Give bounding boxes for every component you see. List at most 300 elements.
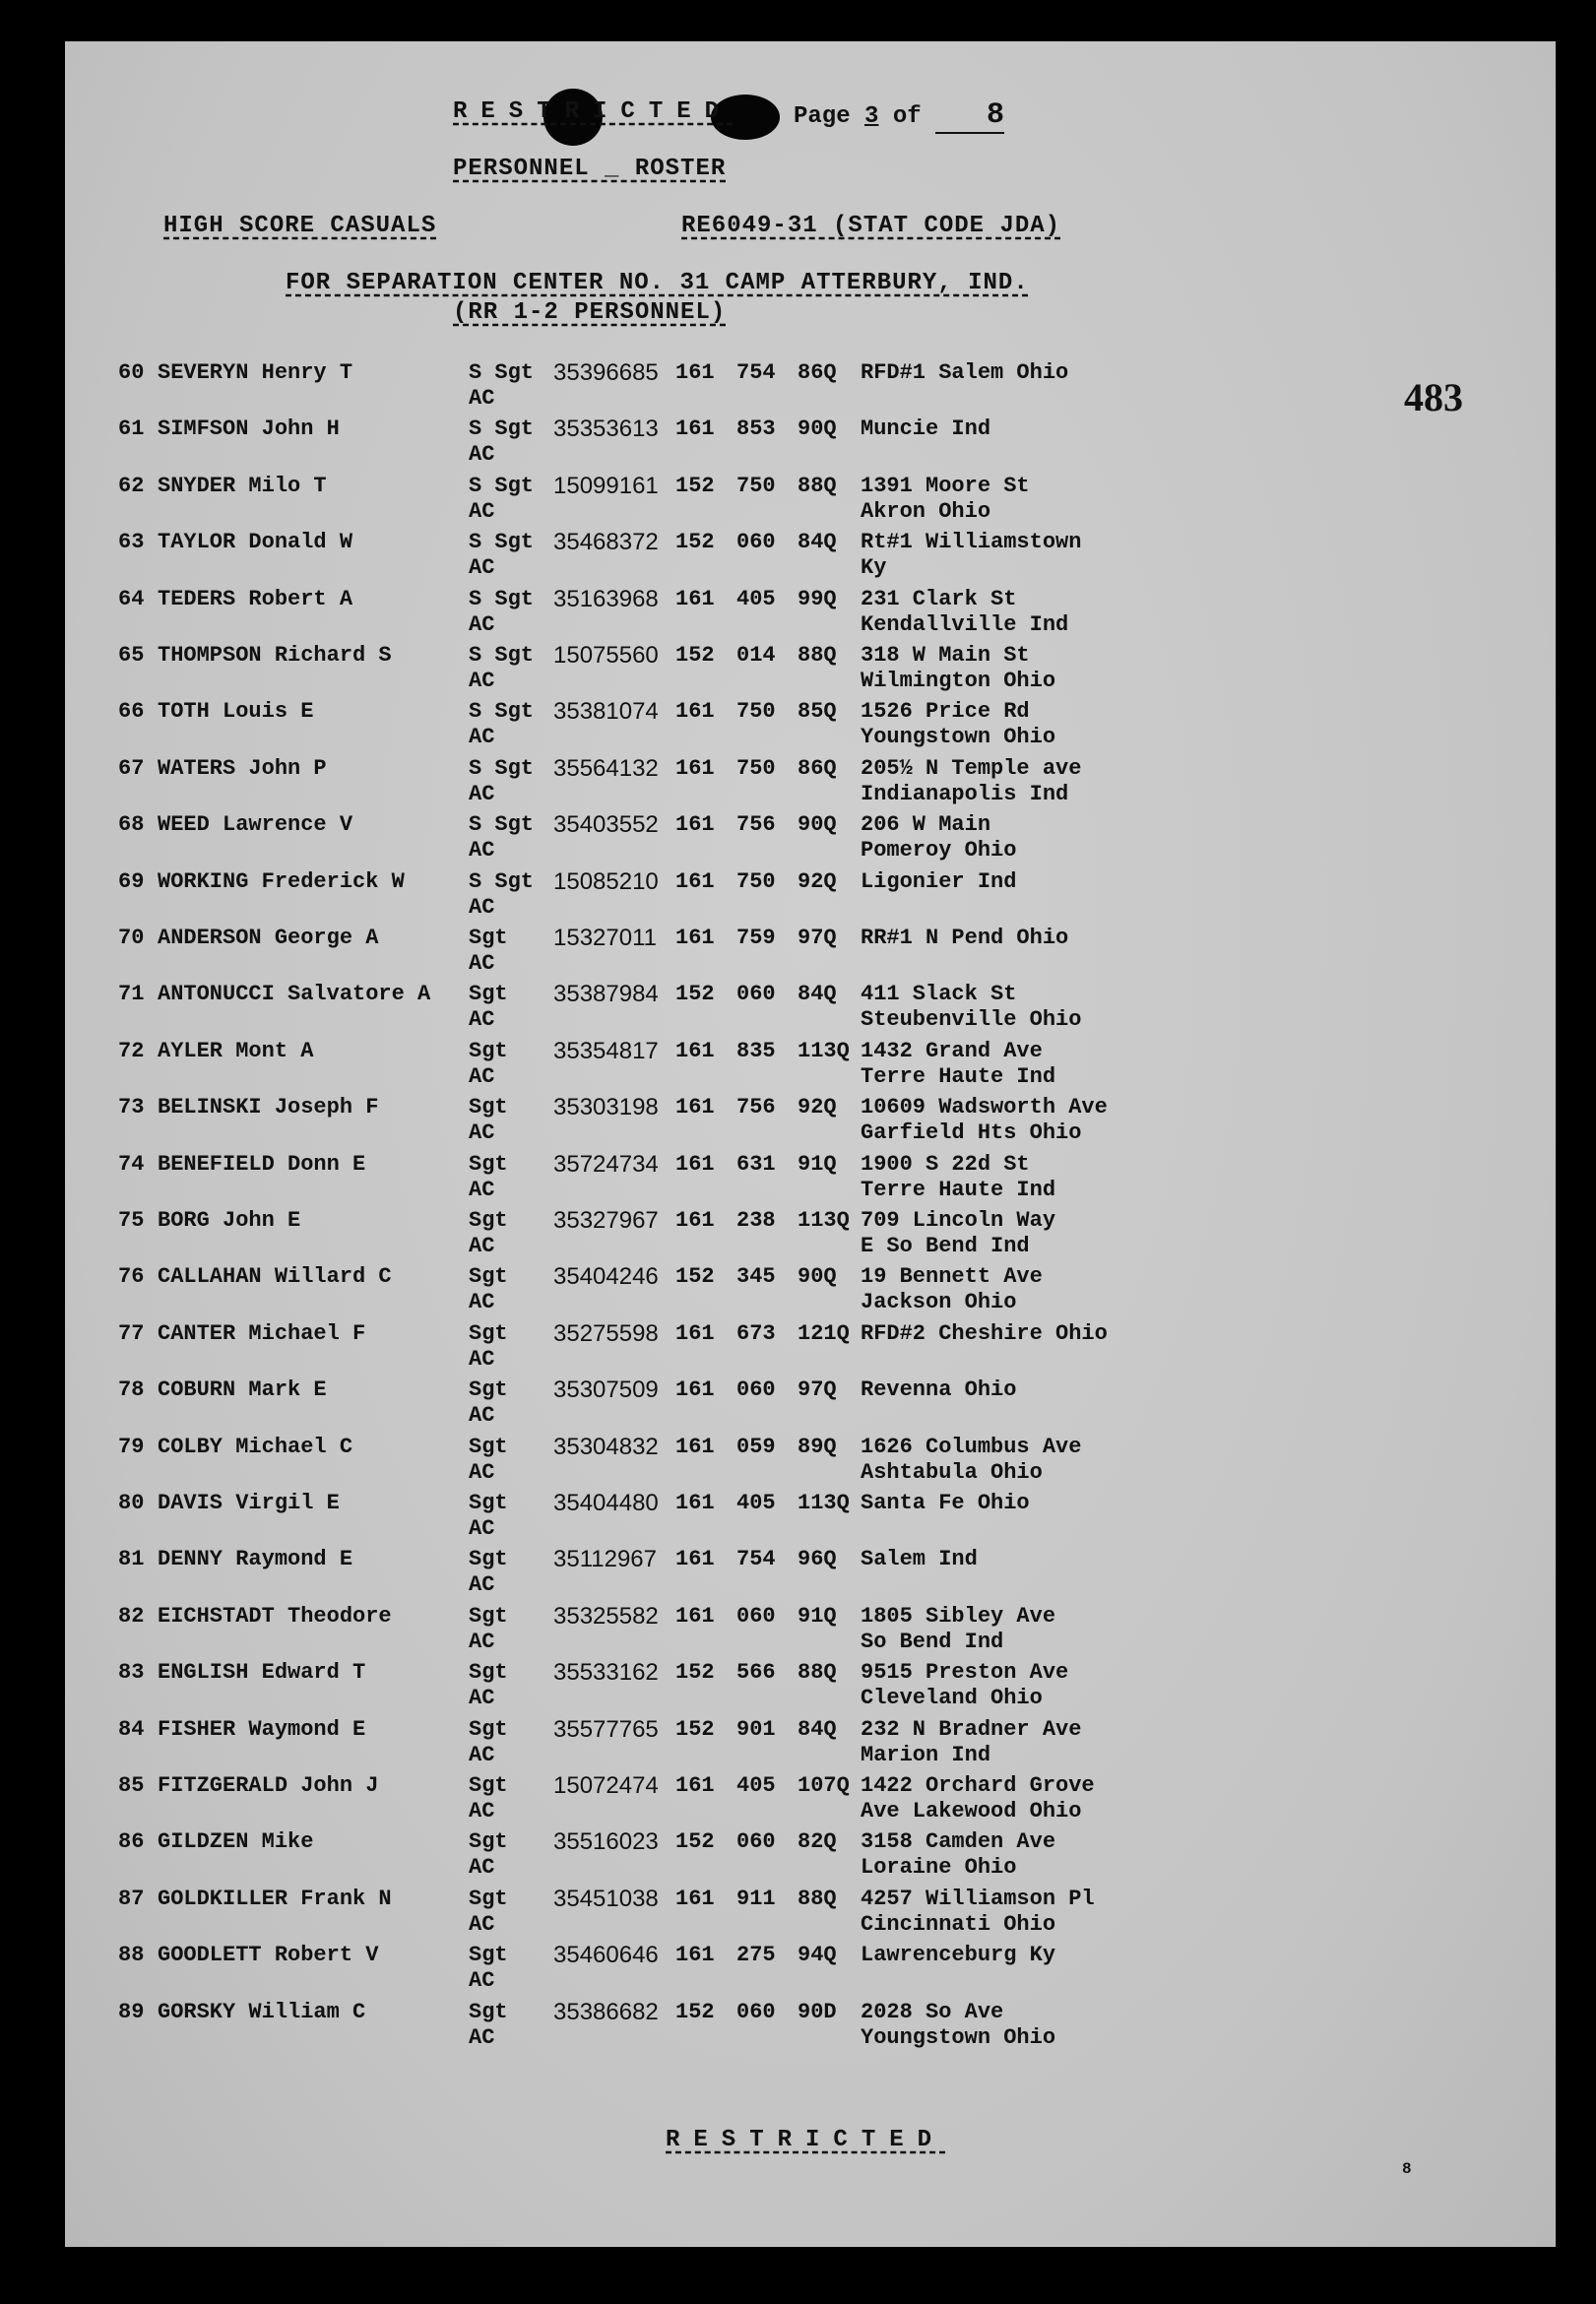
address-line-1: Rt#1 Williamstown [861, 530, 1082, 555]
serial-number: 35396685 [553, 359, 659, 386]
score: 90Q [798, 1264, 837, 1290]
address-line-1: 19 Bennett Ave [861, 1264, 1043, 1290]
member-name: FITZGERALD John J [158, 1773, 379, 1798]
serial-number: 35307509 [553, 1376, 659, 1404]
code: 673 [736, 1320, 776, 1346]
row-number: 87 [118, 1886, 145, 1911]
address-line-1: 318 W Main St [861, 643, 1030, 668]
branch: AC [469, 1572, 495, 1598]
roster-title: PERSONNEL _ ROSTER [453, 156, 727, 182]
address-line-2: Terre Haute Ind [861, 1177, 1056, 1202]
branch: AC [469, 1403, 495, 1429]
row-number: 76 [118, 1264, 145, 1290]
mos-code: 161 [675, 1603, 715, 1629]
row-number: 66 [118, 699, 145, 725]
code: 405 [736, 586, 776, 611]
address-line-2: Kendallville Ind [861, 611, 1069, 637]
row-number: 78 [118, 1377, 145, 1403]
member-name: ENGLISH Edward T [158, 1660, 366, 1686]
member-name: SIMFSON John H [158, 416, 340, 442]
address-line-2: Ky [861, 555, 887, 581]
roster-row [65, 1660, 1556, 1715]
address-line-2: Wilmington Ohio [861, 669, 1056, 693]
grade: Sgt [469, 926, 508, 950]
grade: Sgt [469, 1491, 508, 1515]
score: 90D [798, 1999, 837, 2024]
branch: AC [469, 555, 495, 581]
address-line-1: 1391 Moore St [861, 473, 1030, 498]
serial-number: 35387984 [553, 981, 659, 1008]
member-name: WATERS John P [158, 755, 327, 781]
member-name: TAYLOR Donald W [158, 530, 353, 555]
roster-row [65, 1943, 1556, 1998]
page-current: 3 [864, 103, 879, 130]
serial-number: 35275598 [553, 1319, 659, 1347]
grade: Sgt [469, 1716, 508, 1742]
branch: AC [469, 611, 495, 637]
row-number: 68 [118, 812, 145, 838]
roster-row [65, 1491, 1556, 1546]
score: 97Q [798, 926, 837, 950]
branch: AC [469, 1177, 495, 1202]
score: 97Q [798, 1377, 837, 1403]
code: 750 [736, 473, 776, 498]
code: 750 [736, 868, 776, 894]
grade: Sgt [469, 1264, 508, 1290]
address-line-1: RFD#2 Cheshire Ohio [861, 1320, 1108, 1346]
mos-code: 152 [675, 643, 715, 668]
row-number: 89 [118, 1999, 145, 2024]
score: 84Q [798, 1716, 837, 1742]
row-number: 71 [118, 982, 145, 1007]
mos-code: 161 [675, 1320, 715, 1346]
destination-line: FOR SEPARATION CENTER NO. 31 CAMP ATTERBURY, IND. [286, 270, 1029, 296]
branch: AC [469, 1968, 495, 1994]
member-name: GORSKY William C [158, 1999, 366, 2024]
code: 756 [736, 812, 776, 838]
row-number: 63 [118, 530, 145, 555]
code: 405 [736, 1491, 776, 1515]
address-line-1: Ligonier Ind [861, 868, 1017, 894]
roster-row [65, 1321, 1556, 1376]
score: 92Q [798, 1095, 837, 1120]
serial-number: 35304832 [553, 1433, 659, 1460]
address-line-1: 3158 Camden Ave [861, 1829, 1056, 1855]
code: 238 [736, 1208, 776, 1233]
code: 060 [736, 530, 776, 555]
score: 107Q [798, 1773, 850, 1798]
code: 835 [736, 1038, 776, 1063]
serial-number: 35404480 [553, 1490, 659, 1516]
code: 060 [736, 982, 776, 1007]
score: 90Q [798, 416, 837, 442]
roster-row [65, 1717, 1556, 1772]
member-name: ANDERSON George A [158, 926, 379, 950]
member-name: TOTH Louis E [158, 699, 314, 725]
address-line-1: 205½ N Temple ave [861, 755, 1082, 781]
member-name: GOODLETT Robert V [158, 1943, 379, 1968]
grade: Sgt [469, 1377, 508, 1403]
branch: AC [469, 781, 495, 806]
code: 759 [736, 926, 776, 950]
mos-code: 161 [675, 416, 715, 442]
address-line-1: 411 Slack St [861, 982, 1017, 1007]
mos-code: 161 [675, 1773, 715, 1798]
row-number: 77 [118, 1320, 145, 1346]
serial-number: 35451038 [553, 1885, 659, 1912]
address-line-2: Ave Lakewood Ohio [861, 1799, 1082, 1824]
member-name: DENNY Raymond E [158, 1547, 353, 1572]
roster-row [65, 1435, 1556, 1490]
address-line-1: RFD#1 Salem Ohio [861, 360, 1069, 385]
serial-number: 35724734 [553, 1150, 659, 1178]
grade: S Sgt [469, 755, 535, 781]
branch: AC [469, 1290, 495, 1315]
code: 754 [736, 360, 776, 385]
branch: AC [469, 1063, 495, 1089]
row-number: 72 [118, 1038, 145, 1063]
grade: S Sgt [469, 530, 535, 555]
address-line-1: Salem Ind [861, 1547, 978, 1572]
address-line-1: 232 N Bradner Ave [861, 1716, 1082, 1742]
address-line-1: 231 Clark St [861, 586, 1017, 611]
address-line-1: Lawrenceburg Ky [861, 1943, 1056, 1968]
branch: AC [469, 1911, 495, 1937]
grade: Sgt [469, 1999, 508, 2024]
mos-code: 152 [675, 1264, 715, 1290]
code: 405 [736, 1773, 776, 1798]
serial-number: 15075560 [553, 642, 659, 669]
row-number: 62 [118, 473, 145, 498]
document-page [65, 41, 1556, 2247]
address-line-2: So Bend Ind [861, 1629, 1004, 1654]
roster-row [65, 756, 1556, 811]
member-name: TEDERS Robert A [158, 586, 353, 611]
address-line-1: 709 Lincoln Way [861, 1208, 1056, 1233]
member-name: THOMPSON Richard S [158, 643, 392, 668]
member-name: ANTONUCCI Salvatore A [158, 982, 431, 1007]
roster-row [65, 1095, 1556, 1150]
score: 86Q [798, 360, 837, 385]
mos-code: 161 [675, 1886, 715, 1911]
mos-code: 152 [675, 530, 715, 555]
serial-number: 35112967 [553, 1546, 657, 1573]
mos-code: 152 [675, 1999, 715, 2024]
score: 96Q [798, 1547, 837, 1572]
serial-number: 35468372 [553, 529, 659, 556]
address-line-1: RR#1 N Pend Ohio [861, 926, 1069, 950]
mos-code: 161 [675, 1151, 715, 1177]
serial-number: 15085210 [553, 867, 659, 895]
score: 82Q [798, 1829, 837, 1855]
row-number: 84 [118, 1716, 145, 1742]
grade: Sgt [469, 1773, 508, 1798]
row-number: 73 [118, 1095, 145, 1120]
mos-code: 161 [675, 812, 715, 838]
roster-row [65, 699, 1556, 754]
score: 121Q [798, 1320, 850, 1346]
mos-code: 161 [675, 1377, 715, 1403]
branch: AC [469, 725, 495, 750]
address-line-1: 1805 Sibley Ave [861, 1603, 1056, 1629]
member-name: GILDZEN Mike [158, 1829, 314, 1855]
address-line-2: Jackson Ohio [861, 1290, 1017, 1315]
row-number: 67 [118, 755, 145, 781]
roster-row [65, 1887, 1556, 1942]
score: 91Q [798, 1603, 837, 1629]
roster-row [65, 1547, 1556, 1602]
mos-code: 152 [675, 1660, 715, 1686]
mos-code: 152 [675, 473, 715, 498]
grade: Sgt [469, 982, 508, 1007]
grade: Sgt [469, 1603, 508, 1629]
mos-code: 161 [675, 699, 715, 725]
group-label: HIGH SCORE CASUALS [163, 213, 437, 239]
page-indicator [794, 98, 1004, 134]
branch: AC [469, 894, 495, 920]
score: 85Q [798, 699, 837, 725]
address-line-2: Marion Ind [861, 1742, 991, 1767]
member-name: WORKING Frederick W [158, 868, 405, 894]
branch: AC [469, 1007, 495, 1033]
score: 86Q [798, 755, 837, 781]
code: 631 [736, 1151, 776, 1177]
mos-code: 161 [675, 868, 715, 894]
member-name: COBURN Mark E [158, 1377, 327, 1403]
row-number: 82 [118, 1603, 145, 1629]
row-number: 88 [118, 1943, 145, 1968]
row-number: 83 [118, 1660, 145, 1686]
mos-code: 161 [675, 1208, 715, 1233]
member-name: EICHSTADT Theodore [158, 1603, 392, 1629]
member-name: COLBY Michael C [158, 1434, 353, 1459]
score: 113Q [798, 1038, 850, 1063]
grade: Sgt [469, 1208, 508, 1233]
address-line-1: 1626 Columbus Ave [861, 1434, 1082, 1459]
branch: AC [469, 386, 495, 411]
code: 059 [736, 1434, 776, 1459]
branch: AC [469, 498, 495, 524]
member-name: WEED Lawrence V [158, 812, 353, 838]
address-line-2: Youngstown Ohio [861, 2024, 1056, 2050]
score: 89Q [798, 1434, 837, 1459]
serial-number: 35381074 [553, 698, 659, 726]
code: 750 [736, 699, 776, 725]
grade: S Sgt [469, 868, 535, 894]
address-line-1: 10609 Wadsworth Ave [861, 1095, 1108, 1120]
branch: AC [469, 442, 495, 468]
mos-code: 152 [675, 982, 715, 1007]
row-number: 75 [118, 1208, 145, 1233]
branch: AC [469, 1799, 495, 1824]
mos-code: 161 [675, 586, 715, 611]
score: 88Q [798, 1660, 837, 1686]
address-line-2: Cincinnati Ohio [861, 1911, 1056, 1937]
score: 94Q [798, 1943, 837, 1968]
row-number: 79 [118, 1434, 145, 1459]
classification-header: RESTRICTED [453, 98, 734, 125]
code: 014 [736, 643, 776, 668]
grade: Sgt [469, 1886, 508, 1911]
branch: AC [469, 1120, 495, 1146]
grade: Sgt [469, 1829, 508, 1855]
member-name: AYLER Mont A [158, 1038, 314, 1063]
roster-row [65, 1773, 1556, 1828]
serial-number: 35327967 [553, 1207, 659, 1234]
mos-code: 161 [675, 1943, 715, 1968]
serial-number: 15072474 [553, 1772, 659, 1799]
branch: AC [469, 838, 495, 864]
address-line-1: 4257 Williamson Pl [861, 1886, 1095, 1911]
code: 345 [736, 1264, 776, 1290]
branch: AC [469, 1742, 495, 1767]
serial-number: 35354817 [553, 1037, 659, 1064]
branch: AC [469, 1686, 495, 1711]
branch: AC [469, 951, 495, 976]
grade: S Sgt [469, 812, 535, 838]
serial-number: 35353613 [553, 416, 659, 443]
mos-code: 161 [675, 1095, 715, 1120]
serial-number: 35386682 [553, 1998, 659, 2025]
page-of: of [892, 103, 922, 130]
grade: S Sgt [469, 473, 535, 498]
mos-code: 161 [675, 1038, 715, 1063]
branch: AC [469, 669, 495, 693]
branch: AC [469, 1516, 495, 1541]
address-line-2: Cleveland Ohio [861, 1686, 1043, 1711]
address-line-1: Revenna Ohio [861, 1377, 1017, 1403]
address-line-2: E So Bend Ind [861, 1234, 1030, 1258]
subtitle-line: (RR 1-2 PERSONNEL) [453, 299, 727, 326]
member-name: SEVERYN Henry T [158, 360, 353, 385]
branch: AC [469, 1855, 495, 1881]
serial-number: 35403552 [553, 811, 659, 839]
mos-code: 161 [675, 926, 715, 950]
score: 88Q [798, 643, 837, 668]
mos-code: 161 [675, 1547, 715, 1572]
roster-row [65, 1829, 1556, 1885]
address-line-1: 1422 Orchard Grove [861, 1773, 1095, 1798]
serial-number: 35163968 [553, 585, 659, 612]
address-line-1: 1432 Grand Ave [861, 1038, 1043, 1063]
serial-number: 35516023 [553, 1828, 659, 1856]
reference-code: RE6049-31 (STAT CODE JDA) [681, 213, 1061, 239]
roster-row [65, 1377, 1556, 1433]
grade: Sgt [469, 1660, 508, 1686]
page-total: 8 [935, 98, 1004, 134]
code: 060 [736, 1603, 776, 1629]
branch: AC [469, 1346, 495, 1372]
member-name: GOLDKILLER Frank N [158, 1886, 392, 1911]
row-number: 65 [118, 643, 145, 668]
row-number: 80 [118, 1491, 145, 1515]
code: 750 [736, 755, 776, 781]
serial-number: 15099161 [553, 472, 659, 499]
address-line-2: Youngstown Ohio [861, 725, 1056, 750]
member-name: BENEFIELD Donn E [158, 1151, 366, 1177]
member-name: BELINSKI Joseph F [158, 1095, 379, 1120]
roster-row [65, 982, 1556, 1037]
row-number: 74 [118, 1151, 145, 1177]
member-name: CALLAHAN Willard C [158, 1264, 392, 1290]
code: 901 [736, 1716, 776, 1742]
row-number: 86 [118, 1829, 145, 1855]
grade: Sgt [469, 1038, 508, 1063]
address-line-1: 206 W Main [861, 812, 991, 838]
grade: S Sgt [469, 416, 535, 442]
grade: Sgt [469, 1151, 508, 1177]
roster-row [65, 812, 1556, 867]
roster-row [65, 643, 1556, 698]
member-name: BORG John E [158, 1208, 301, 1233]
code: 911 [736, 1886, 776, 1911]
address-line-2: Indianapolis Ind [861, 781, 1069, 806]
serial-number: 35564132 [553, 754, 659, 782]
roster-row [65, 530, 1556, 585]
score: 113Q [798, 1491, 850, 1515]
roster-row [65, 1208, 1556, 1263]
member-name: DAVIS Virgil E [158, 1491, 340, 1515]
roster-row [65, 926, 1556, 981]
row-number: 81 [118, 1547, 145, 1572]
code: 060 [736, 1829, 776, 1855]
serial-number: 35533162 [553, 1659, 659, 1687]
grade: Sgt [469, 1434, 508, 1459]
member-name: FISHER Waymond E [158, 1716, 366, 1742]
grade: S Sgt [469, 360, 535, 385]
roster-row [65, 587, 1556, 642]
roster-row [65, 474, 1556, 529]
score: 84Q [798, 982, 837, 1007]
code: 275 [736, 1943, 776, 1968]
mos-code: 161 [675, 360, 715, 385]
grade: S Sgt [469, 643, 535, 668]
row-number: 85 [118, 1773, 145, 1798]
serial-number: 35460646 [553, 1942, 659, 1969]
corner-mark: 8 [1402, 2160, 1412, 2178]
address-line-2: Akron Ohio [861, 498, 991, 524]
address-line-1: 9515 Preston Ave [861, 1660, 1069, 1686]
serial-number: 15327011 [553, 925, 657, 951]
row-number: 61 [118, 416, 145, 442]
serial-number: 35303198 [553, 1094, 659, 1121]
branch: AC [469, 1629, 495, 1654]
row-number: 64 [118, 586, 145, 611]
score: 92Q [798, 868, 837, 894]
address-line-1: 2028 So Ave [861, 1999, 1004, 2024]
grade: Sgt [469, 1943, 508, 1968]
address-line-1: Muncie Ind [861, 416, 991, 442]
grade: Sgt [469, 1320, 508, 1346]
serial-number: 35404246 [553, 1263, 659, 1291]
roster-row [65, 416, 1556, 472]
branch: AC [469, 1459, 495, 1485]
score: 88Q [798, 1886, 837, 1911]
roster-row [65, 1604, 1556, 1659]
serial-number: 35325582 [553, 1602, 659, 1630]
grade: S Sgt [469, 586, 535, 611]
code: 060 [736, 1377, 776, 1403]
score: 90Q [798, 812, 837, 838]
classification-footer: RESTRICTED [666, 2127, 946, 2153]
roster-row [65, 869, 1556, 925]
address-line-2: Garfield Hts Ohio [861, 1120, 1082, 1146]
member-name: CANTER Michael F [158, 1320, 366, 1346]
code: 566 [736, 1660, 776, 1686]
code: 754 [736, 1547, 776, 1572]
branch: AC [469, 2024, 495, 2050]
mos-code: 161 [675, 1434, 715, 1459]
